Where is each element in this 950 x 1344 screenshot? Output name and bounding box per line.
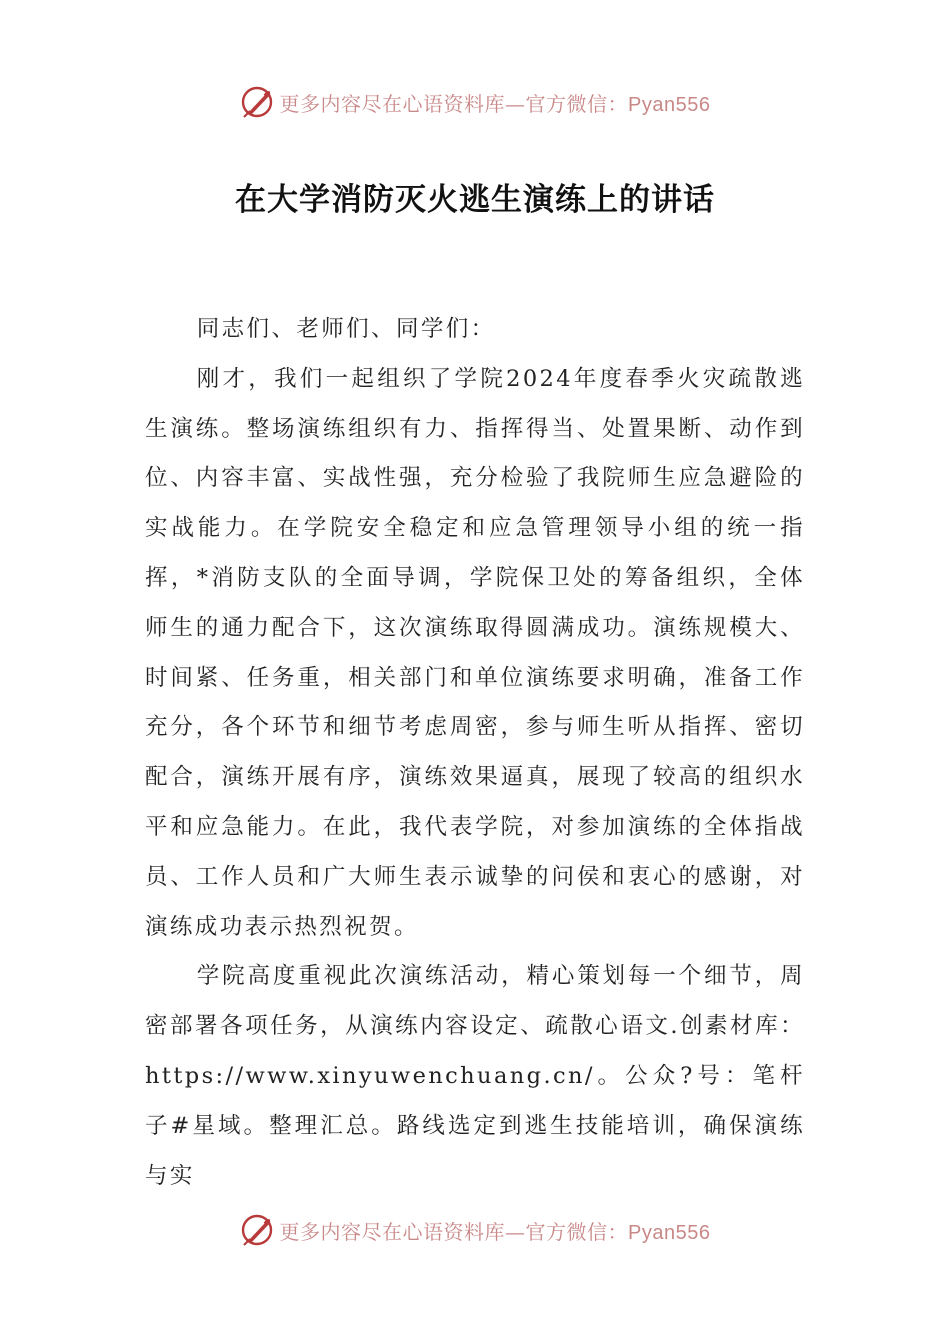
site-name: 更多内容尽在心语资料库 <box>279 1219 506 1244</box>
wechat-label: 官方微信： <box>525 1219 629 1244</box>
document-body <box>145 305 805 1201</box>
site-name: 更多内容尽在心语资料库 <box>279 91 506 116</box>
banner-dash: — <box>505 91 526 116</box>
wechat-id: Pyan556 <box>628 93 711 116</box>
header-banner <box>0 80 950 124</box>
banner-text <box>280 88 711 117</box>
footer-banner <box>0 1208 950 1252</box>
wechat-label: 官方微信： <box>525 91 629 116</box>
salutation-paragraph: 同志们、老师们、同学们： <box>196 316 496 342</box>
quill-pen-logo-icon <box>240 1212 276 1248</box>
wechat-id: Pyan556 <box>628 1221 711 1244</box>
document-title: 在大学消防灭火逃生演练上的讲话 <box>235 182 715 218</box>
banner-dash: — <box>505 1219 526 1244</box>
body-paragraph: 学院高度重视此次演练活动，精心策划每一个细节，周密部署各项任务，从演练内容设定、疏散心语文.创素材库：https://www.xinyuwenchuang.cn/。公众?号：笔杆子#星域。整理汇总。路线选定到逃生技能培训，确保演练与实 <box>145 963 805 1189</box>
body-paragraph: 刚才，我们一起组织了学院2024年度春季火灾疏散逃生演练。整场演练组织有力、指挥得当、处置果断、动作到位、内容丰富、实战性强，充分检验了我院师生应急避险的实战能力。在学院安全稳定和应急管理领导小组的统一指挥，*消防支队的全面导调，学院保卫处的筹备组织，全体师生的通力配合下，这次演练取得圆满成功。演练规模大、时间紧、任务重，相关部门和单位演练要求明确，准备工作充分，各个环节和细节考虑周密，参与师生听从指挥、密切配合，演练开展有序，演练效果逼真，展现了较高的组织水平和应急能力。在此，我代表学院，对参加演练的全体指战员、工作人员和广大师生表示诚挚的问侯和衷心的感谢，对演练成功表示热烈祝贺。 <box>145 365 805 940</box>
banner-text <box>280 1216 711 1245</box>
quill-pen-logo-icon <box>240 84 276 120</box>
